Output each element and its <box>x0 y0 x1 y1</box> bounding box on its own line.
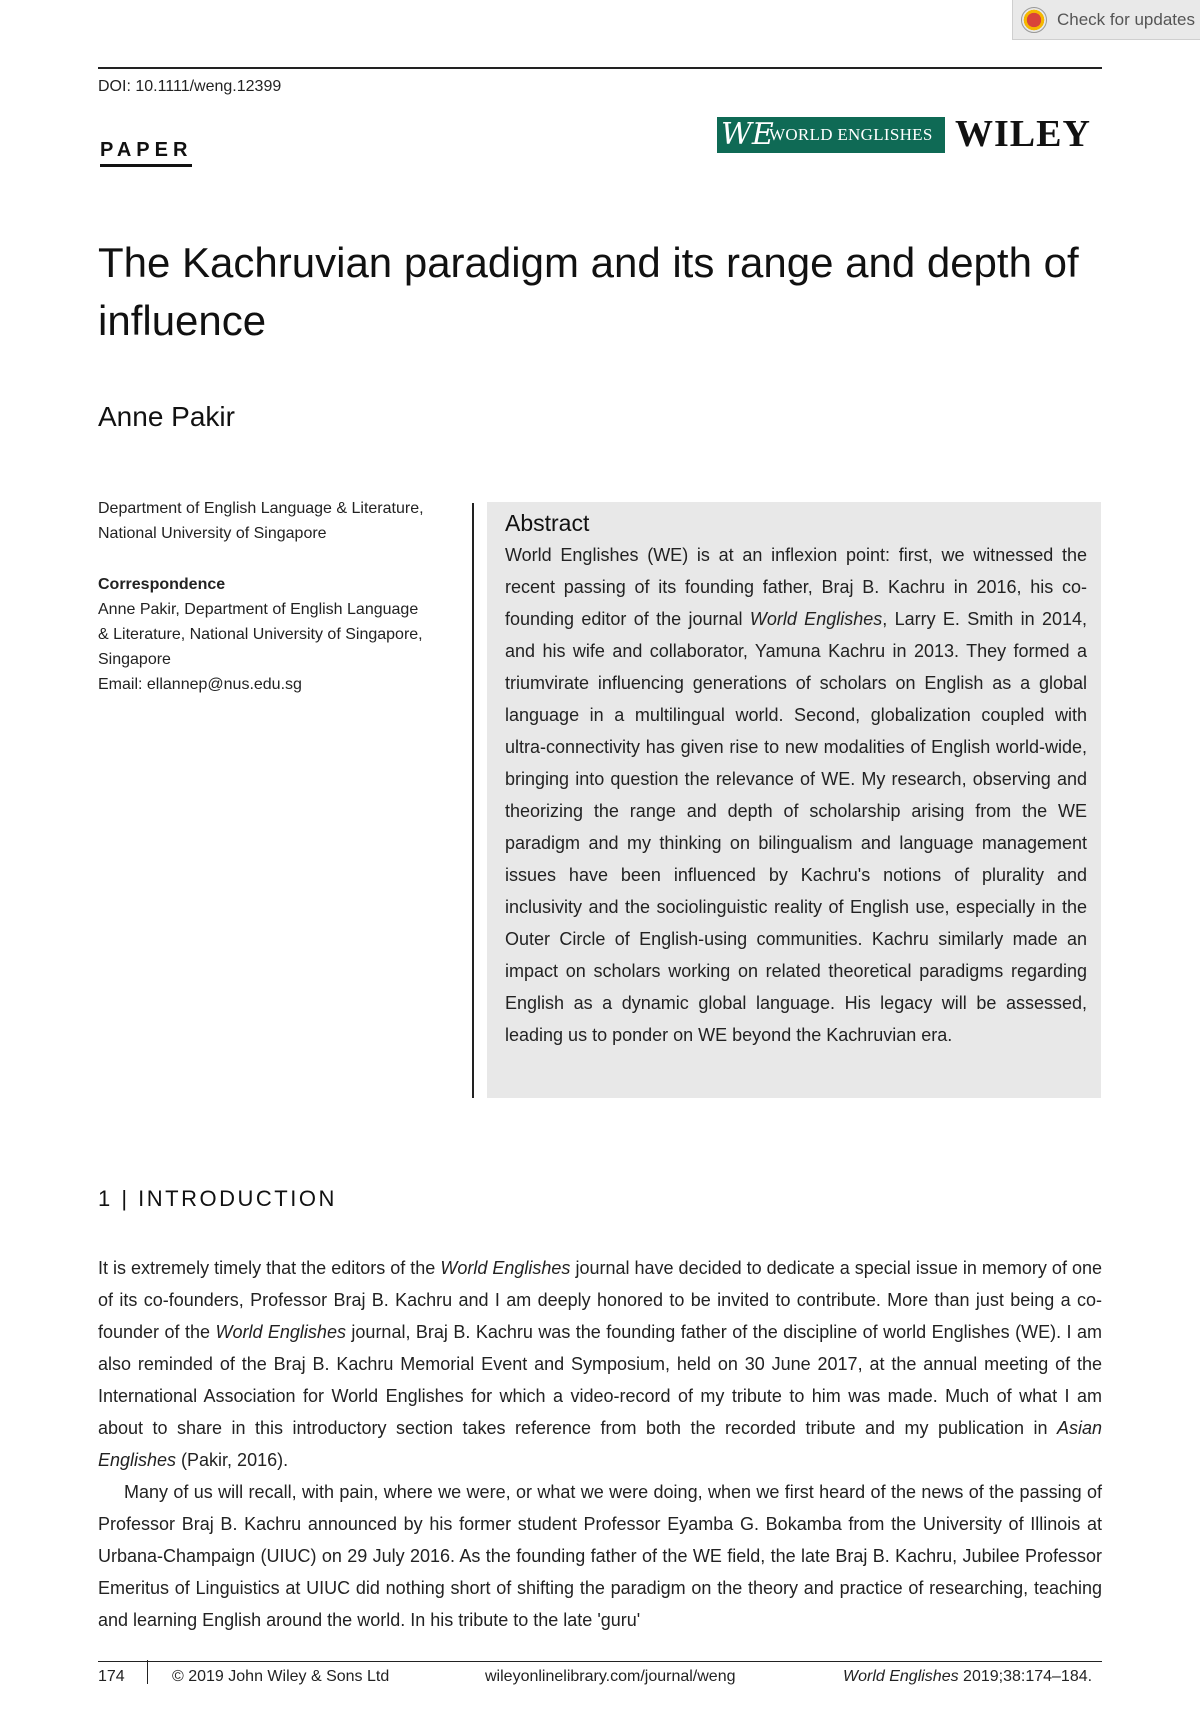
introduction-body <box>98 1252 1102 1636</box>
footer-citation-text: 2019;38:174–184. <box>958 1668 1093 1685</box>
journal-url[interactable]: wileyonlinelibrary.com/journal/weng <box>485 1668 736 1685</box>
footer-rule <box>98 1661 1102 1662</box>
header-rule <box>98 67 1102 69</box>
correspondence-block <box>98 572 448 697</box>
affiliation-line: Department of English Language & Literature, <box>98 500 424 517</box>
section-heading-introduction: 1 | INTRODUCTION <box>98 1186 337 1211</box>
crossmark-icon <box>1021 7 1047 33</box>
abstract-text-part: , Larry E. Smith in 2014, and his wife and collaborator, Yamuna Kachru in 2013. They formed a triumvirate influencing generations of scholars on English as a global language in a multilingual world. Second, globalization coupled with ultra-connectivity has given rise to new modalities of English world-wide, bringing into question the relevance of WE. My research, observing and theorizing the range and depth of scholarship arising from the WE paradigm and my thinking on bilingualism and language management issues have been influenced by Kachru's notions of plurality and inclusivity and the sociolinguistic reality of English use, especially in the Outer Circle of English-using communities. Kachru similarly made an impact on scholars working on related theoretical paradigms regarding English as a dynamic global language. His legacy will be assessed, leading us to ponder on WE beyond the Kachruvian era. <box>505 609 1087 1045</box>
affiliation-line: National University of Singapore <box>98 525 327 542</box>
abstract-heading: Abstract <box>505 510 590 536</box>
correspondence-line: & Literature, National University of Singapore, <box>98 626 423 643</box>
we-logo-mark: WE <box>721 117 774 152</box>
footer-journal-name: World Englishes <box>843 1668 959 1685</box>
page-number: 174 <box>98 1668 125 1685</box>
abstract-journal-name: World Englishes <box>749 609 883 629</box>
article-title: The Kachruvian paradigm and its range and depth of influence <box>98 239 1079 344</box>
body-paragraph: Many of us will recall, with pain, where we were, or what we were doing, when we first heard of the news of the passing of Professor Braj B. Kachru announced by his former student Professor Eyamba G. Bokamba from the University of Illinois at Urbana-Champaign (UIUC) on 29 July 2016. As the founding father of the WE field, the late Braj B. Kachru, Jubilee Professor Emeritus of Linguistics at UIUC did nothing short of shifting the paradigm on the theory and practice of researching, teaching and learning English around the world. In his tribute to the late 'guru' <box>98 1482 1102 1630</box>
correspondence-line: Anne Pakir, Department of English Language <box>98 601 419 618</box>
body-text-part: It is extremely timely that the editors of the <box>98 1258 441 1278</box>
body-text-part: (Pakir, 2016). <box>176 1450 289 1470</box>
author-affiliation <box>98 496 448 546</box>
correspondence-email[interactable]: Email: ellannep@nus.edu.sg <box>98 676 302 693</box>
journal-citation <box>843 1668 1092 1686</box>
body-paragraph <box>98 1252 1102 1476</box>
wiley-logo: WILEY <box>955 113 1091 155</box>
journal-name: World Englishes <box>215 1322 346 1342</box>
journal-name: Asian Englishes <box>98 1418 1102 1470</box>
doi[interactable]: DOI: 10.1111/weng.12399 <box>98 78 282 95</box>
correspondence-line: Singapore <box>98 651 171 668</box>
check-for-updates-label: Check for updates <box>1057 9 1195 29</box>
journal-name: World Englishes <box>440 1258 571 1278</box>
we-logo-text: WORLD ENGLISHES <box>769 125 933 144</box>
body-text-part: journal have decided to dedicate a special issue in memory of one of its co-founders, Professor Braj B. Kachru and I am deeply honored to be invited to contribute. More than just being a co-founder of the <box>98 1258 1102 1342</box>
abstract-box <box>487 502 1101 1098</box>
body-text-part: journal, Braj B. Kachru was the founding father of the discipline of world Englishes (WE). I am also reminded of the Braj B. Kachru Memorial Event and Symposium, held on 30 June 2017, at the annual meeting of the International Association for World Englishes for which a video-record of my tribute to him was made. Much of what I am about to share in this introductory section takes reference from both the recorded tribute and my publication in <box>98 1322 1102 1438</box>
article-type-label: PAPER <box>100 139 192 167</box>
correspondence-heading: Correspondence <box>98 576 226 593</box>
check-for-updates-badge[interactable] <box>1012 0 1200 40</box>
abstract-text <box>505 539 1087 1051</box>
copyright: © 2019 John Wiley & Sons Ltd <box>172 1668 390 1685</box>
abstract-text-part: World Englishes (WE) is at an inflexion point: first, we witnessed the recent passing of its founding father, Braj B. Kachru in 2016, his co-founding editor of the journal <box>505 545 1087 629</box>
column-divider <box>472 503 474 1098</box>
footer-separator <box>147 1660 148 1684</box>
author-name: Anne Pakir <box>98 401 235 432</box>
world-englishes-logo <box>717 117 945 153</box>
